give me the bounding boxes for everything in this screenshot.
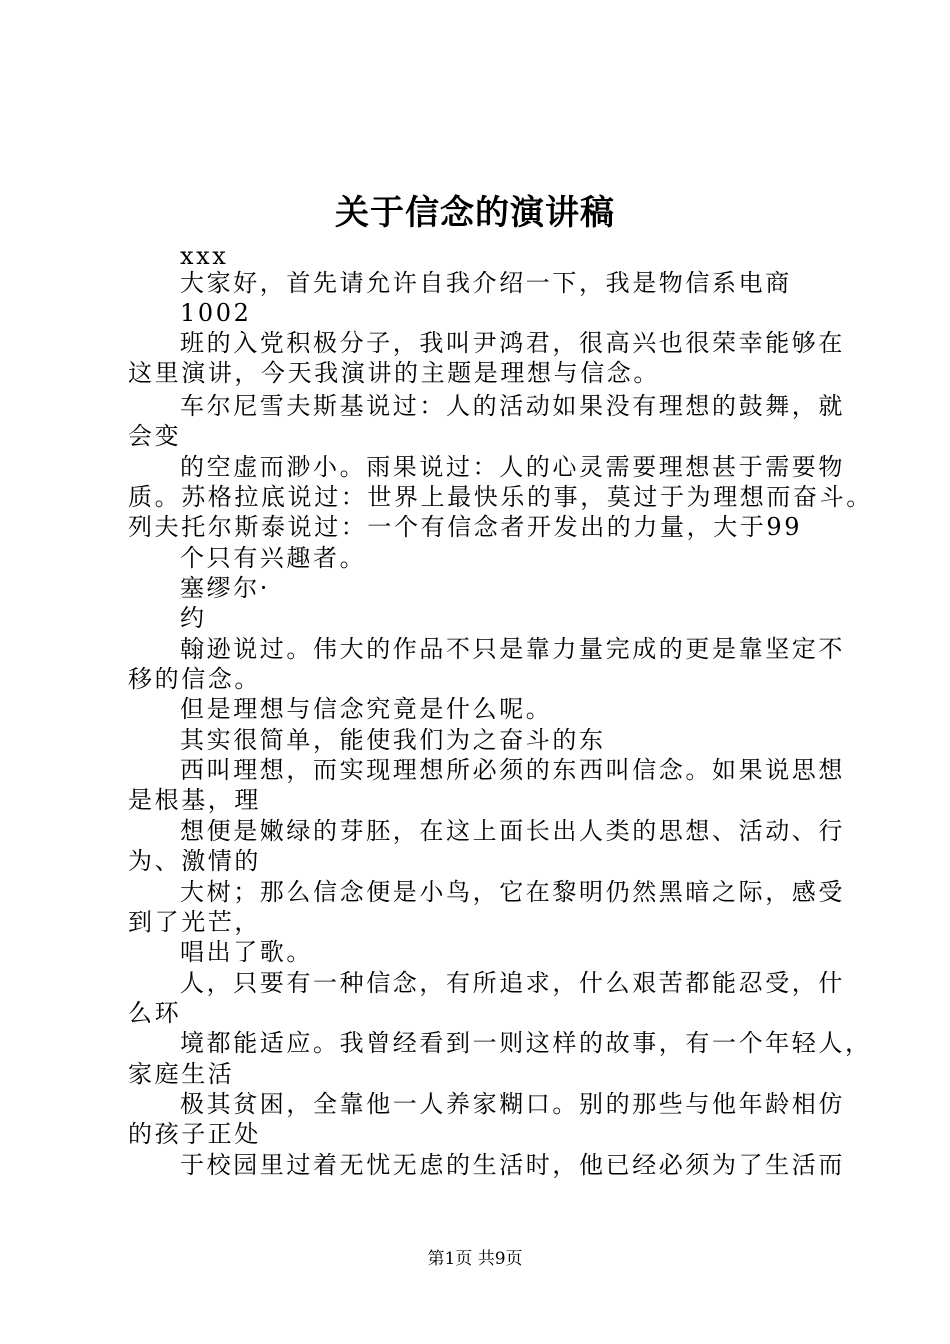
text-line: 翰逊说过。伟大的作品不只是靠力量完成的更是靠坚定不 [180, 635, 845, 663]
page-footer: 第1页 共9页 [427, 1249, 523, 1269]
text-line: 是根基，理 [128, 786, 261, 814]
text-line: xxx [180, 242, 229, 270]
text-line: 大树；那么信念便是小鸟，它在黎明仍然黑暗之际，感受 [180, 878, 845, 906]
text-line: 车尔尼雪夫斯基说过：人的活动如果没有理想的鼓舞，就 [180, 392, 845, 420]
text-line: 人，只要有一种信念，有所追求，什么艰苦都能忍受，什 [180, 969, 845, 997]
document-title: 关于信念的演讲稿 [335, 193, 615, 233]
text-line: 1002 [180, 299, 252, 327]
text-line: 境都能适应。我曾经看到一则这样的故事，有一个年轻人， [180, 1029, 872, 1057]
text-line: 到了光芒， [128, 908, 261, 936]
text-line: 约 [180, 604, 207, 632]
text-line: 会变 [128, 422, 182, 450]
text-line: 的空虚而渺小。雨果说过：人的心灵需要理想甚于需要物 [180, 453, 845, 481]
text-line: 极其贫困，全靠他一人养家糊口。别的那些与他年龄相仿 [180, 1090, 845, 1118]
text-line: 班的入党积极分子，我叫尹鸿君，很高兴也很荣幸能够在 [180, 329, 845, 357]
text-line: 其实很简单，能使我们为之奋斗的东 [180, 726, 606, 754]
text-line: 质。苏格拉底说过：世界上最快乐的事，莫过于为理想而奋斗。 [128, 483, 873, 511]
text-line: 家庭生活 [128, 1060, 235, 1088]
text-line: 移的信念。 [128, 665, 261, 693]
text-line: 的孩子正处 [128, 1120, 261, 1148]
text-line: 个只有兴趣者。 [180, 544, 367, 572]
text-line: 为、激情的 [128, 847, 261, 875]
text-line: 塞缪尔· [180, 574, 271, 602]
text-line: 唱出了歌。 [180, 938, 313, 966]
text-line: 但是理想与信念究竟是什么呢。 [180, 695, 553, 723]
text-line: 大家好，首先请允许自我介绍一下，我是物信系电商 [180, 269, 792, 297]
text-line: 这里演讲，今天我演讲的主题是理想与信念。 [128, 359, 660, 387]
text-line: 想便是嫩绿的芽胚，在这上面长出人类的思想、活动、行 [180, 817, 845, 845]
text-line: 于校园里过着无忧无虑的生活时，他已经必须为了生活而 [180, 1151, 845, 1179]
text-line: 西叫理想，而实现理想所必须的东西叫信念。如果说思想 [180, 756, 845, 784]
text-line: 么环 [128, 999, 182, 1027]
text-line: 列夫托尔斯泰说过：一个有信念者开发出的力量，大于99 [128, 513, 803, 541]
